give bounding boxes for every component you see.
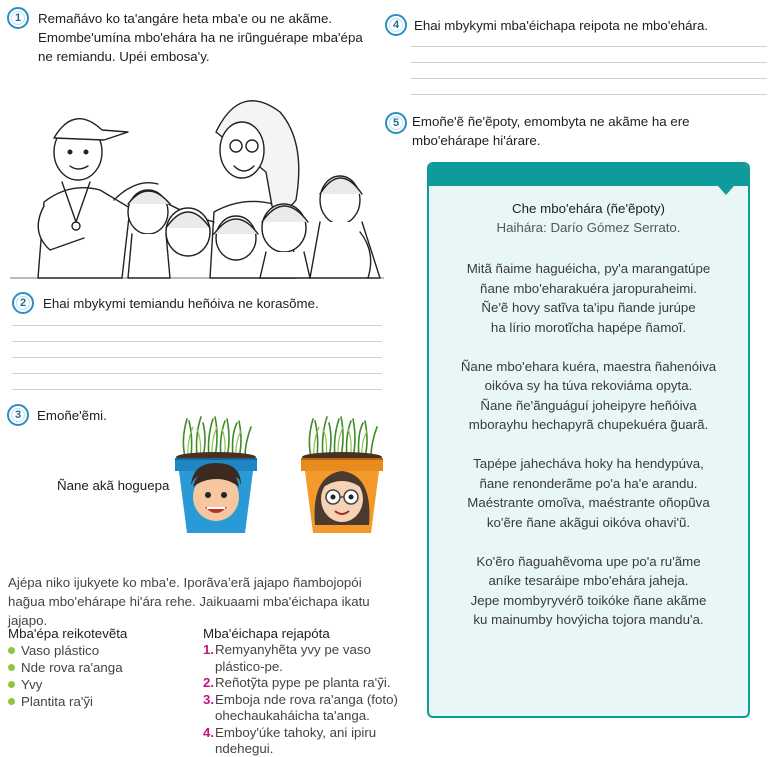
writing-line[interactable] xyxy=(12,341,382,342)
question-3-title: Emoñe'ẽmi. xyxy=(37,408,107,423)
poem-line: Tapépe jahecháva hoky ha hendypúva, xyxy=(473,456,704,471)
intro-paragraph: Ajépa niko ijukyete ko mba'e. Iporãvaʼerã jajapo ñambojopói hag̃ua mbo'ehárape hi'ára rehe. Jaikuaami mba'éichapa ikatu jajapo. xyxy=(8,575,370,628)
poem-line: ñane mbo'eharakuéra jaropuraheimi. xyxy=(480,280,697,296)
poem-line: Maéstrante omoĩva, maéstrante oñopũva xyxy=(467,495,710,510)
poem-line: aníke tesaráipe mbo'ehára jaheja. xyxy=(488,573,689,588)
question-number-1: 1 xyxy=(7,7,29,29)
question-number-2: 2 xyxy=(12,292,34,314)
steps-title: Mba'éichapa rejapóta xyxy=(203,626,330,641)
poem-card xyxy=(427,162,750,718)
poem-line: Ko'ẽro ñaguahẽvoma upe po'a ru'ãme xyxy=(476,553,701,569)
list-item: 1. Remyanyhẽta yvy pe vaso plástico-pe. xyxy=(203,642,371,674)
poem-line: ko'ẽre ñane akãgui oikóva ohavi'ũ. xyxy=(486,514,691,530)
poem-line: mborayhu hechapyrã chupekuéra g̃uarã. xyxy=(468,417,709,432)
poem-line: Mitã ñaime haguéicha, py'a marangatúpe xyxy=(466,261,711,276)
question-number-4: 4 xyxy=(385,14,407,36)
list-item: 4. Emboy'úke tahoky, ani ipiru ndehegui. xyxy=(203,724,377,756)
list-item: Nde rova ra'anga xyxy=(8,659,123,676)
poem-title: Che mbo'ehára (ñe'ẽpoty) xyxy=(512,201,665,216)
list-item: Yvy xyxy=(8,676,123,693)
poem-line: Ñane mbo'ehara kuéra, maestra ñahenóiva xyxy=(460,358,717,374)
poem-stanza xyxy=(449,552,728,630)
poem-line: Jepe mombyryvérõ toikóke ñane akãme xyxy=(470,592,707,608)
poem-line: Ñe'ẽ hovy satĩva ta'ipu ñande jurúpe xyxy=(481,300,696,315)
poem-card-notch xyxy=(718,186,734,195)
poem-line: Ñane ñe'ãnguáguí joheipyre heñóiva xyxy=(480,397,697,413)
girl-face-plant-pot xyxy=(293,415,391,535)
writing-line[interactable] xyxy=(411,94,767,95)
writing-line[interactable] xyxy=(12,373,382,374)
list-item: 3. Emboja nde rova ra'anga (foto) ohechaukaháicha ta'anga. xyxy=(203,691,398,723)
question-2-text: Ehai mbykymi temiandu heñóiva ne korasõme. xyxy=(43,296,319,311)
poem-card-header-bar xyxy=(429,164,748,186)
pots-label: Ñane akã hoguepa xyxy=(57,478,170,493)
question-number-3: 3 xyxy=(7,404,29,426)
list-item: 2. Reñotỹta pype pe planta ra'ỹi. xyxy=(203,675,391,690)
poem-line: oikóva sy ha túva rekoviáma opyta. xyxy=(484,378,693,393)
writing-line[interactable] xyxy=(411,78,767,79)
bullet-icon xyxy=(8,681,15,688)
poem-line: ha lírio morotĩcha hapépe ñamoĩ. xyxy=(490,319,687,335)
question-number-5: 5 xyxy=(385,112,407,134)
writing-line[interactable] xyxy=(12,389,382,390)
writing-line[interactable] xyxy=(12,357,382,358)
materials-list xyxy=(8,642,123,710)
steps-list xyxy=(203,642,403,757)
writing-line[interactable] xyxy=(411,46,767,47)
question-5-text: Emoñe'ẽ ñe'ẽpoty, emombyta ne akãme ha ere mbo'ehárape hi'árare. xyxy=(412,114,690,148)
list-item: Vaso plástico xyxy=(8,642,123,659)
bullet-icon xyxy=(8,664,15,671)
writing-line[interactable] xyxy=(12,325,382,326)
question-4-text: Ehai mbykymi mba'éichapa reipota ne mbo'ehára. xyxy=(414,18,709,33)
materials-title: Mba'épa reikotevẽta xyxy=(8,626,128,641)
writing-line[interactable] xyxy=(411,62,767,63)
poem-line: ku mainumby hovýicha tojora mandu'a. xyxy=(473,612,704,627)
question-1-text: Remañávo ko ta'angáre heta mba'e ou ne akãme. Emombe'umína mbo'ehára ha ne irũnguérape mba'épa ne remiandu. Upéi embosa'y. xyxy=(38,11,363,64)
teacher-children-illustration xyxy=(10,82,384,282)
poem-stanza xyxy=(449,357,728,435)
poem-line: ñane renonderãme po'a ha'e arandu. xyxy=(479,475,698,491)
poem-stanza xyxy=(449,454,728,532)
poem-body xyxy=(449,259,728,649)
list-item: Plantita ra'ỹi xyxy=(8,693,123,710)
bullet-icon xyxy=(8,698,15,705)
poem-author: Haihára: Darío Gómez Serrato. xyxy=(496,220,681,235)
bullet-icon xyxy=(8,647,15,654)
boy-face-plant-pot xyxy=(167,415,265,535)
poem-stanza xyxy=(449,259,728,337)
